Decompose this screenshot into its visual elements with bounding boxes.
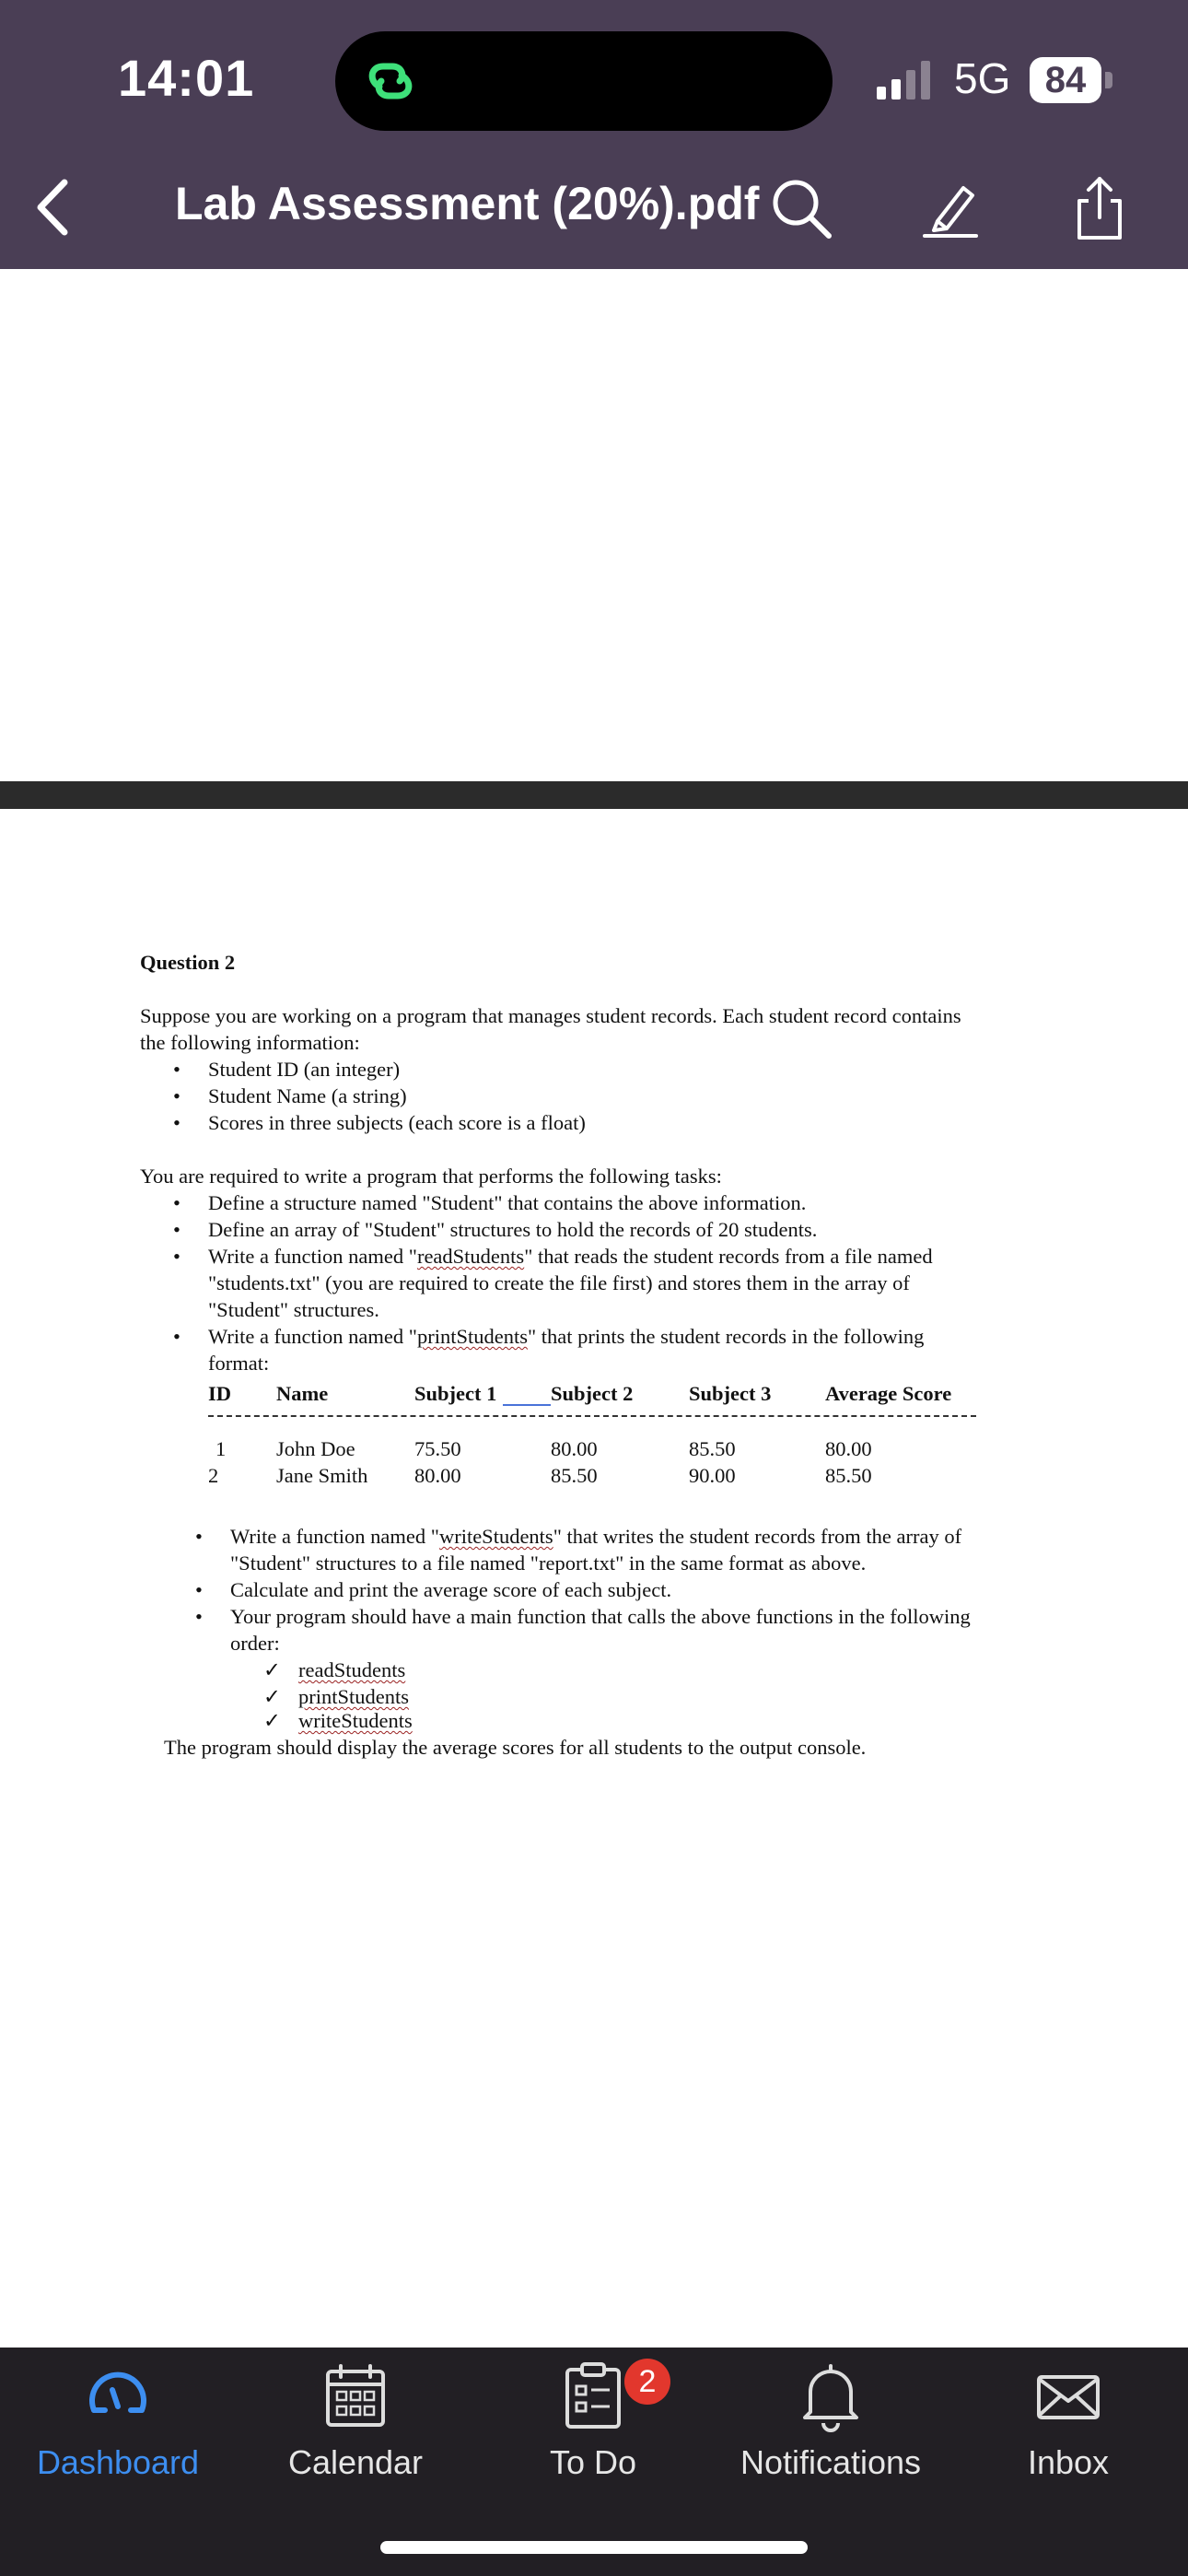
tab-dashboard[interactable] bbox=[7, 2359, 228, 2497]
table-cell: 75.50 bbox=[414, 1437, 461, 1460]
table-cell: John Doe bbox=[276, 1437, 355, 1460]
table-divider bbox=[208, 1415, 976, 1417]
document-title: Lab Assessment (20%).pdf bbox=[175, 178, 760, 229]
table-cell: 1 bbox=[215, 1437, 227, 1460]
table-cell: 85.50 bbox=[551, 1464, 598, 1487]
tab-notifications-label: Notifications bbox=[740, 2443, 922, 2481]
task4-line-2: format: bbox=[208, 1352, 270, 1375]
status-time: 14:01 bbox=[118, 49, 255, 107]
task3-line-2: "students.txt" (you are required to create the file first) and stores them in the array of bbox=[208, 1271, 910, 1294]
top-bar bbox=[0, 0, 1188, 269]
tab-todo-label: To Do bbox=[549, 2443, 637, 2481]
bell-icon bbox=[794, 2359, 868, 2432]
question-title: Question 2 bbox=[140, 951, 236, 974]
envelope-icon bbox=[1031, 2359, 1105, 2432]
table-cell: 80.00 bbox=[825, 1437, 872, 1460]
cursor-line bbox=[503, 1404, 551, 1406]
table-header-subject1: Subject 1 bbox=[414, 1382, 497, 1405]
intro-line-1: Suppose you are working on a program that manages student records. Each student record contains bbox=[140, 1004, 961, 1027]
battery-nub bbox=[1105, 72, 1112, 88]
tab-notifications[interactable] bbox=[720, 2359, 941, 2497]
calendar-icon bbox=[319, 2359, 392, 2432]
table-cell: 85.50 bbox=[825, 1464, 872, 1487]
table-header-subject3: Subject 3 bbox=[689, 1382, 772, 1405]
table-cell: 90.00 bbox=[689, 1464, 736, 1487]
table-header-average: Average Score bbox=[825, 1382, 952, 1405]
tasks-intro: You are required to write a program that performs the following tasks: bbox=[140, 1165, 722, 1188]
table-cell: 2 bbox=[208, 1464, 219, 1487]
share-icon[interactable] bbox=[1066, 175, 1133, 241]
table-header-id: ID bbox=[208, 1382, 232, 1405]
pdf-page: Question 2 Suppose you are working on a program that manages student records. Each student record contains the following information: • Student ID (an integer) • Student Name (a string) • Scores in three subjects (each score is a float) You are required to write a program that performs the following tasks: • Define a structure named "Student" that contains the above information. • Define an array of "Student" structures to hold the records of 20 students. • Write a function named "readStudents" that reads the student records from a file named "students.txt" (you are required to create the file first) and stores them in the array of "Student" structures. • Write a function named "printStudents" that prints the student records in the following format: ID Name Subject 1 Subject 2 Subject 3 Average Score 1 John Doe 75.50 80.00 85.50 80.00 2 Jane Smith 80.00 85.50 90.00 85.50 • Write a function named "writeStudents" that writes the student records from the array of "Student" structures to a file named "report.txt" in the same format as above. • Calculate and print the average score of each subject. • Your program should have a main function that calls the above functions in the following order: ✓ readStudents ✓ printStudents ✓ writeStudents The program should display the average scores for all students to the output console. bbox=[0, 809, 1188, 2348]
table-cell: 85.50 bbox=[689, 1437, 736, 1460]
tab-dashboard-label: Dashboard bbox=[36, 2443, 200, 2481]
tab-todo[interactable] bbox=[483, 2359, 704, 2497]
todo-badge: 2 bbox=[624, 2359, 670, 2405]
link-app-icon bbox=[361, 52, 420, 111]
table-header-subject2: Subject 2 bbox=[551, 1382, 634, 1405]
table-header-name: Name bbox=[276, 1382, 329, 1405]
table-cell: 80.00 bbox=[551, 1437, 598, 1460]
todo-clipboard-icon bbox=[556, 2359, 630, 2432]
tab-calendar-label: Calendar bbox=[287, 2443, 424, 2481]
page-separator bbox=[0, 781, 1188, 809]
closing-text: The program should display the average scores for all students to the output console. bbox=[164, 1736, 867, 1759]
battery-level: 84 bbox=[1030, 57, 1101, 103]
task5-line-2: "Student" structures to a file named "report.txt" in the same format as above. bbox=[230, 1551, 867, 1575]
tab-calendar[interactable] bbox=[245, 2359, 466, 2497]
intro-line-2: the following information: bbox=[140, 1031, 360, 1054]
dashboard-gauge-icon bbox=[81, 2359, 155, 2423]
task3-line-3: "Student" structures. bbox=[208, 1298, 379, 1321]
back-button[interactable] bbox=[28, 175, 83, 240]
table-cell: Jane Smith bbox=[276, 1464, 368, 1487]
task7-line-2: order: bbox=[230, 1632, 280, 1655]
annotate-pen-icon[interactable] bbox=[917, 175, 984, 241]
search-icon[interactable] bbox=[768, 175, 834, 241]
tab-inbox[interactable] bbox=[958, 2359, 1179, 2497]
tab-inbox-label: Inbox bbox=[1027, 2443, 1110, 2481]
network-label: 5G bbox=[954, 54, 1011, 102]
home-indicator[interactable] bbox=[380, 2541, 808, 2554]
signal-icon bbox=[875, 61, 936, 101]
dynamic-island bbox=[335, 31, 833, 131]
table-cell: 80.00 bbox=[414, 1464, 461, 1487]
